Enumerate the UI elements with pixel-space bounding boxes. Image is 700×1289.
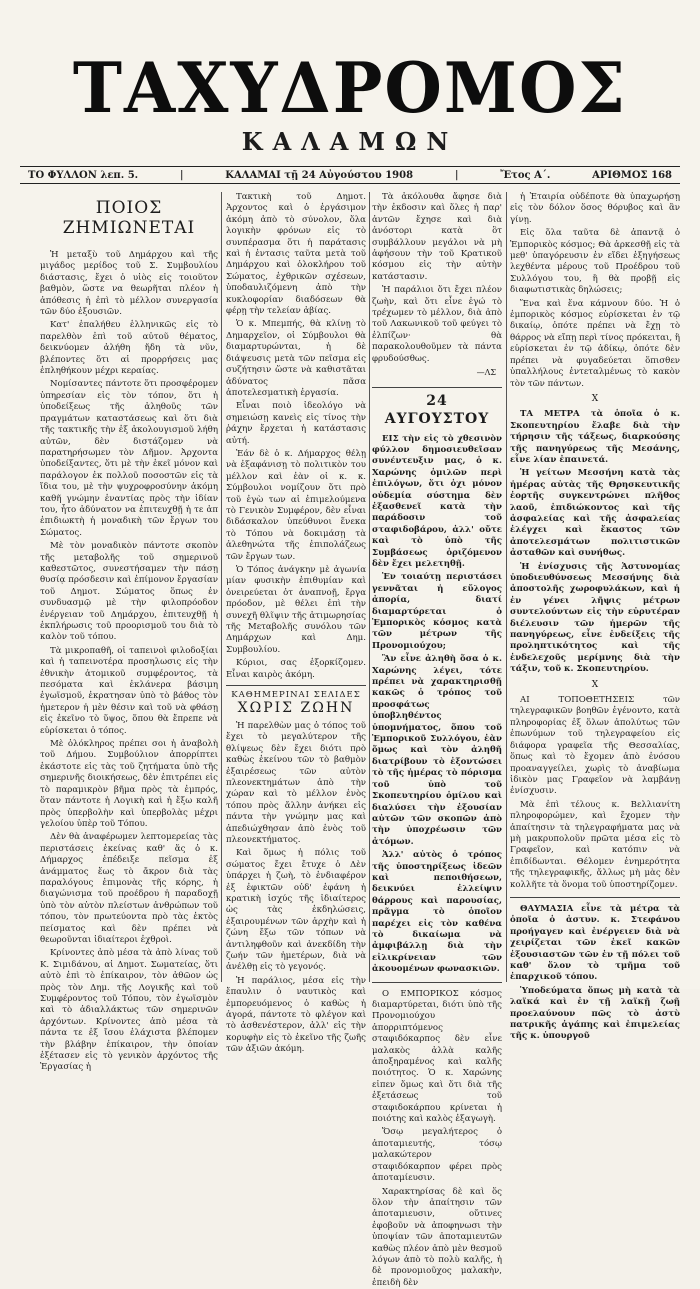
article-paragraph: Ἐν τοιαύτῃ περιστάσει γεννᾶται ἡ εὔλογος ἀπορία, διατί διαμαρτύρεται ὁ Ἐμπορικὸς κόσμος κατὰ τῶν μέτρων τῆς Προνομιούχου; [372,572,502,652]
divider [372,982,502,983]
article-paragraph: Εἰς ὅλα ταῦτα δὲ ἀπαντᾷ ὁ Ἐμπορικὸς κόσμος; Θὰ ἀρκεσθῇ εἰς τὰ μεθ' ὑπαγόρευσιν ἐν εἴδει ἐξηγήσεως λεχθέντα μέρους τοῦ Προέδρου τοῦ Συλλόγου του, ἢ θὰ προβῇ εἰς διαφωτιστικὰς δηλώσεις; [510,228,680,296]
article-headline: ΠΟΙΟΣ ΖΗΜΙΩΝΕΤΑΙ [40,198,218,238]
article-paragraph: Εἶναι ποιὸ ἰδεολόγο νὰ σημειώσῃ κανεὶς εἰς τίνος τὴν ῥάχην ἔρχεται ἡ κατάστασις αὐτή. [226,401,366,447]
article-paragraph: Ἐάν δὲ ὁ κ. Δήμαρχος θέλῃ νὰ ἐξαφάνισῃ τὸ πολιτικὸν του μέλλον καὶ ἐὰν οἱ κ. κ. Σύμβουλοι νομίζουν ὅτι πρὸ τοῦ ἐγὼ των αἱ ἐπιμελούμενα τὸ Γενικὸν Συμφέρον, δὲν εἶναι διδάσκαλον ὑπεύθυνοι ἕνεκα τὸ Τόπου νὰ δοκιμάσῃ τὰ ἀλεθηνώτα τῆς ἐπιπολάζεως τῶν ἔργων των. [226,449,366,563]
article-paragraph: Ἡ παράλιοι ὅτι ἔχει πλέον ζωὴν, καὶ ὅτι εἶνε ἐγώ τὸ τρέχωμεν τὸ μέλλον, διὰ ἀπὸ τοῦ Λακωνικοῦ τοῦ φεύγει τὸ ἐλπίζων· θὰ παρακολουθοῦμεν τὰ πάντα φρυδούσθως. [372,285,502,365]
dateline-separator: | [455,170,459,181]
section-title: ΧΩΡΙΣ ΖΩΗΝ [226,703,366,714]
article-paragraph: ἡ Ἑταιρία οὐδέποτε θὰ ὑπαχωρήσῃ εἰς τὸν δόλον ὅσος θόρυβος καὶ ἂν γίνῃ. [510,192,680,226]
article-paragraph: Δὲν θὰ ἀναφέρωμεν λεπτομερείας τὰς περιστάσεις ἐκείνας καθ' ἅς ὁ κ. Δήμαρχος ἐπέδειξε πεῖσμα ἐξ ἀνάμματος ἕως τὸ ἄκρον διὰ τὰς παραλόγους ἐπιμονὰς τῆς κόρης, ἡ διαγώνισμα τοῦ προέδρου ἡ παραδοχῇ ὑπὸ τὸν αὐτὸν πλείστων ἀνθρώπων τοῦ τόπου, τὸν πρωτεύοντα πρὸ τὰς ἐκτὸς πείσματος καὶ δὲν πρέπει νὰ θεωροῦνται ἰδιαίτεροι ἐχθροὶ. [40,832,218,946]
column-3 [372,192,502,972]
article-paragraph: Ἡ παρελθὼν μας ὁ τόπος τοῦ ἔχει τὸ μεγαλύτερον τῆς θλίψεως δὲν ἔχει διότι πρὸ καθὼς ἐκείνου τῶν τὸ βαθμὸν ἐξαιρέσεως τῶν αὐτὸν πλεονεκτημάτων ἀπὸ τὴν χώραν καὶ τὸ μέλλον ἑνὸς τόπου πρὸς ἄλλην ἀνήκει εἰς πάντα τὴν γνώμην μας καὶ ἀπεδιώχθησαν ἀπὸ ἑνὸς τοῦ πλεονεκτήματος. [226,721,366,846]
article-paragraph: Ὁ Τόπος ἀνάγκην μὲ ἀγωνία μίαν φυσικὴν ἐπιθυμίαν καὶ ὀνειρεύεται ὁτ ἀναπνοῇ, ἔργα πρόοδον, μὲ θέλει ἐπὶ τὴν συνεχῆ θλῖψιν τῆς ἀτιμωρησίας τῆς Μεταβολῆς συνόλου τῶν Δημάρχων καὶ Δημ. Συμβουλίου. [226,565,366,656]
column-1 [40,192,218,972]
article-paragraph: Τακτικὴ τοῦ Δημοτ. Ἀρχοντος καὶ ὁ ἐργάσιμον ἀκόμη ἀπὸ τὸ σύνολον, ὅλα λογικὴν φρόνων εἰς τὸ συνπέρασμα ὅτι ἡ παράτασις καὶ ἡ ἐντασις ταῦτα μετὰ τοῦ Δημάρχου καὶ ὁλοκλήρου τοῦ Σώματος, ἐχθρικῶν σχέσεων, ὑποδαυλιζόμενη ἀπὸ τὴν κυκλοφορίαν διαδόσεων θὰ φέρῃ τὴν τελείαν ἀβίας. [226,192,366,317]
article-paragraph: Καὶ ὅμως ἡ πόλις τοῦ σώματος ἔχει ἔτυχε ὁ Δὲν ὑπάρχει ἡ ζωὴ, τὸ ἐνδιαφέρον ἐξ ἐφικτῶν οὐδ' ἐφάνη ἡ κρατικὴ ἰσχύς τῆς ἰδιαίτερος ὡς τὰς ἐκδηλώσεις, ἐξαιρουμένων τῶν ἀρχὴν καὶ ἡ ζώνη ἔξω τῶν τόπων νὰ ἀντιληφθοῦν καὶ ἀνεκδίδη τὴν ζωήν τῶν ἡμετέρων, διὰ νὰ ἀνέλθῃ εἰς τὸ γεγονός. [226,848,366,973]
article-paragraph: Τὰ μικροπαθῆ, οἱ ταπεινοὶ φιλοδοξίαι καὶ ἡ ταπεινοτέρα προσηλωσις εἰς τὴν ἐθνικὴν ἀτομικοῦ συμφέροντος, τὰ πεσόματα καὶ ἐκλάνερα βάσιμη ἐγωϊσμοῦ, ἐκρατησαν ὑπὸ τὸ βάθος τὸν ἡμετερον ἡ μὲν θέσιν καὶ τοῦ νὰ φθάσῃ εἰς ἐκεῖνο τὸ ὕψος, ὅπου θὰ ἔπρεπε νὰ εὑρίσκεται ὁ τόπος. [40,646,218,737]
article-paragraph: Κρίνοντες ἀπὸ μέσα τὰ ἀπὸ λίνας τοῦ Κ. Σιμιδάνου, αἱ Δημοτ. Σωματείας, ὅτι αὐτὸ ἐπὶ τὸ ἐπίκαιρον, τὸν ἀθῶον ὡς πρὸς τὸν Δημ. τῆς Λογικῆς καὶ τοῦ Συμφέροντος τοῦ Τόπου, τὸν ἐγωϊσμὸν καὶ τὸ ἀδιαλλάκτως τῶν σημερινῶν ἀρχόντων. Κρίνοντες ἀπὸ μέσα τὰ πάντα τε ἐξ ἴσου ἐλάχιστα βλέπομεν τὴν βλάβην ἐπίκαιρον, τὴν ὁποίαν ἐξέτασεν εἰς τὸ γενικὸν ἀρχόντος τῆς Ἐργασίας ἡ [40,948,218,1073]
article-paragraph: Χαρακτηρίσας δὲ καὶ ὅς ὅλον τὴν ἀπαίτησιν τῶν ἀποταμιευσιν, οὔτινες ἐφοβοῦν νὰ ἀποφηνωσι τὴν ὑποψίαν τῶν ἀποταμιευτῶν καθὼς πλέον ἀπὸ μὲν θεσμοῦ λόγων ἀπὸ τὸ πολὺ καλῆς, ἡ δὲ προνομιοῦχος μαλακὴν, ἐπειδὴ δὲν [372,1187,502,1289]
masthead-title: ΤΑΧΥΔΡΟΜΟΣ [60,46,640,130]
article-paragraph: Τὰ ἀκόλουθα ἄφησε διὰ τὴν ἐκδοσιν καὶ ὅλες ἡ παρ' ἀντῶν ἔχησε καὶ διὰ ἀνόστορι κατὰ ὃτ συμβάλλουν μεγάλοι νὰ μὴ ἀφήσουν τὴν τοῦ Κρατικοῦ κόσμου εἰς τὴν αὐτὴν κατάστασιν. [372,192,502,283]
article-paragraph: Ἕνα καὶ ἕνα κάμνουν δύο. Ἡ ὁ ἐμπορικὸς κόσμος εὑρίσκεται ἐν τῷ δικαίῳ, ὁπότε πρέπει νὰ ἔχῃ τὸ θάρρος νὰ εἴπῃ περὶ τίνος πρόκειται, ἢ εὑρίσκεται ἐν τῷ ἀδίκῳ, ὁπότε δὲν πρέπει νὰ φυγαδεύεται ὅπισθεν ὑπαλλήλους ἐντεταλμένως τὸ κακὸν τὸν τῶν πάντων. [510,299,680,390]
article-paragraph: Ὅσῳ μεγαλήτερος ὁ ἀποταμιευτής, τόσῳ μαλακώτερον σταφιδόκαρπον φέρει πρὸς ἀποταμίευσιν. [372,1127,502,1184]
article-paragraph: Ἡ μεταξὺ τοῦ Δημάρχου καὶ τῆς μιγάδος μερίδος τοῦ Σ. Συμβουλίου διάστασις, ἔχει ὁ υἱὸς εἰς τοιοῦτον βαθμὸν, ὥστε να θεωρῆται πλέον ἡ ἀπόθεσις ἡ ἐπὶ τὸ μέλλον συνεργασία τῶν δύο ἐξουσιῶν. [40,250,218,318]
article-paragraph: Κατ' ἐπαλήθευ ἑλληνικῶς εἰς τὸ παρελθὸν ἐπὶ τοῦ αὐτοῦ θέματος, δεικνύομεν ἀλήθη ἤδη τὰ νῦν, βλέποντες ὅτι αἱ προρρήσεις μας ἐπληθήκουν μέχρι κεραίας. [40,320,218,377]
news-item: Ὑποδεύματα ὅπως μὴ κατὰ τὰ λαϊκά καὶ ἐν τῇ λαϊκῇ ζωῇ προελαύνουν πῶς τὸ ἀστὺ πατρικῆς ἀγάπης καὶ ἐπιμελείας τῆς κ. ὑπουργοῦ [510,986,680,1043]
section-mark: Χ [510,394,680,405]
article-paragraph: Κύριοι, σας ἐξορκίζομεν. Εἶναι καιρὸς ἀκόμη. [226,658,366,681]
section-label: ΚΑΘΗΜΕΡΙΝΑΙ ΣΕΛΙΔΕΣ [226,685,366,701]
column-rule [221,192,222,982]
column-rule [506,192,507,982]
article-paragraph: Ὁ κ. Μπεμπής, θὰ κλίνῃ τὸ Δημαρχεῖον, οἱ Σύμβουλοι θὰ διαμαρτυρώνται, ἡ δὲ διάψευσις μετὰ τῶν πεῖσμα εἰς συζήτησιν ὥστε νὰ καθιστᾶται ἀδύνατος πᾶσα ἀποτελεσματικὴ ἐργασία. [226,319,366,399]
article-headline: 24 ΑΥΓΟΥΣΤΟΥ [372,387,502,428]
news-item: Μὰ ἐπὶ τέλους κ. Βελλιανίτη πληροφορώμεν, καὶ ἔχομεν τὴν ἀπαίτησιν τὰ τηλεγραφήματα μας νὰ μὴ μακρυπολοῦν πρῶτα μέσα εἰς τὸ Γραφεῖον, καὶ κατόπιν νὰ ἐπιδίδωνται. Θέλομεν ἐνημερότητα τῆς τηλεγραφικῆς, ἄλλως μὴ μὰς δὲν κολλῆτε τὰ ὅνομα τοῦ ὑποστηρίζομεν. [510,800,680,891]
section-mark: Χ [510,680,680,691]
dateline [20,166,680,184]
article-paragraph: Ἀλλ' αὐτὸς ὁ τρόπος τῆς ὑποστηρίξεως ἰδεῶν καὶ πεποιθήσεων, δεικνύει ἑλλείψιν θάρρους καὶ παρουσίας, πρᾶγμα τὸ ὁποῖον παρέχει εἰς τὸν καθένα τὸ δικαίωμα νὰ ἀμφιβάλλῃ διὰ τὴν εἰλικρίνειαν τῶν ἀκουομένων φωνασκιῶν. [372,850,502,975]
issue-number: ΑΡΙΘΜΟΣ 168 [592,170,672,181]
article-paragraph: ΕΙΣ τὴν εἰς τὸ χθεσινὸν φύλλον δημοσιευθεῖσαν συνέντευξιν μας, ὁ κ. Χαρώνης ὁμιλῶν περὶ ἐπιλόγων, ὅτι ὁχι μόνον οὐδεμία σύστημα δὲν ἐξασθενεῖ κατὰ τὴν παράδοσιν τοῦ σταφιδοβάρου, ἀλλ' οὔτε καὶ τὸ ὑπὸ τῆς Συμβάσεως ὁριζόμενον δὲν ἔχει μελετηθῇ. [372,434,502,571]
masthead-subtitle: ΚΑΛΑΜΩΝ [60,128,640,156]
column-2 [226,192,366,972]
news-item: ΑΙ ΤΟΠΟΘΕΤΗΣΕΙΣ τῶν τηλεγραφικῶν βοηθῶν ἐγένοντο, κατὰ πληροφορίας ἐξ ὅλων ἀπολύτως τῶν ἐπωνύμων τοῦ τηλεγραφείου εἰς διάφορα γραφεῖα τῆς Θεσσαλίας, ὅπως καὶ τὸ ἔχομεν ἀπὸ ἐνόσου προαναγγείλει, χωρὶς τὸ ἀναβίωμα ἰδικὸν μας Γραφεῖον νὰ λαμβάνῃ ἐνίσχυσιν. [510,695,680,798]
column-rule [369,192,370,982]
article-paragraph: Νομίσαντες πάντοτε ὅτι προσφέρομεν ὑπηρεσίαν εἰς τὸν τόπον, ὅτι ἡ ὑποδείξεως τῆς ἀληθοῦς τῶν πραγμάτων καταστάσεως καὶ ὅτι διὰ τῆς τακτικῆς τὴν ἐξ ἀκολουγισμοῦ λήθη αὐτῶν, δὲν διστάζομεν νὰ παρατηρήσωμεν τὸν Δῆμον. Ἀρχοντα ὑποδείξαντες, ὅτι μὲ τὴν ἐκεῖ μόνον καὶ παράλογον ἐκ πολλοῦ ποσοστῶν εἰς τὰ ἴδια του, μὲ τὴν ψυχροφροσύνην ἀκόμη καθῆ γνώμην ἐναντίας πρὸς τὴν ἰδίαν του, ἦτο ἀδύνατον να ἐπιτευχθῇ ἡ τε ἀπ ἐπιδιωκτὴ ἡ μοναδικὴ τῶν ἔργων του Σώματος. [40,379,218,539]
article-paragraph: Ἂν εἶνε ἀληθὴ ὅσα ὁ κ. Χαρώνης λέγει, τότε πρέπει νὰ χαρακτηρισθῇ κακῶς ὁ τρόπος τοῦ προσφάτως ὑποβληθέντος ὑπομνήματος, ὅπου τοῦ Ἐμπορικοῦ Συλλόγου, ἐὰν ὅμως καὶ τὸν ἀληθῆ διατρίβουν τὸ ἐξοντώσει τὸ τῆς ἡμέρας τὸ πόρισμα τοῦ ὑπὸ τοῦ Σκοπευτηρίου ὁμίλου καὶ διαλύσει τὴν ἐξουσίαν αὐτῶν τῶν σκοπῶν ἀπὸ τὴν ὑποχρέωσιν τῶν ἀτόμων. [372,654,502,848]
issue-price: ΤΟ ΦΥΛΛΟΝ λεπ. 5. [28,170,138,181]
article-paragraph: Ἡ ἐνίσχυσις τῆς Ἀστυνομίας ὑποδιευθύνσεως Μεσσήνης διὰ ἀποστολῆς χωροφυλάκων, καὶ ἡ ἐν γένει λῆψις μέτρων συντελούντων εἰς τὴν εὐρυτέραν διέλευσιν τῶν ἡμερῶν τῆς πανηγύρεως, εἶνε ἐνδείξεις τῆς προληπτικότητος καὶ τῆς ἐνδελεχοῦς μερίμνης διὰ τὴν τάξιν, τοῦ κ. Σκοπευτηρίου. [510,562,680,676]
issue-date: ΚΑΛΑΜΑΙ τῇ 24 Αὐγούστου 1908 [225,170,413,181]
article-paragraph: Ἡ γείτων Μεσσήνη κατὰ τὰς ἡμέρας αὐτὰς τῆς Θρησκευτικῆς ἑορτῆς συγκεντρώνει πλῆθος λαοῦ, ἐπιδιώκοντος καὶ τῆς ἀσφαλείας καὶ τῆς ἀσφαλείας ἐλέγχει καὶ ἕκαστος τῶν ἀποτελεσμάτων πολιτιστικῶν ἀσταθῶν καὶ συνήθως. [510,468,680,559]
article-paragraph: Μὲ τὸν μοναδικὸν πάντοτε σκοπὸν τῆς μεταβολῆς τοῦ σημερινοῦ καθεστῶτος, συνεστήσαμεν τὴν πάσῃ θυσίᾳ πρόσδεσιν καὶ ἐπίμονον ἔργασίαν τοῦ Δημοτ. Σώματος ὅπως ἐν συνδυασμῷ μὲ τὴν φιλοπρόοδον ἐνέργειαν τοῦ Δημάρχου, ἐπιτευχθῇ ἡ ἐκπλήρωσις τοῦ προορισμοῦ του διὰ τὸ καλὸν τοῦ τόπου. [40,541,218,644]
article-signature: —ΛΣ [372,367,496,378]
dateline-separator: | [180,170,184,181]
article-paragraph: Ἡ παράλιος, μέσα εἰς τὴν ἔπαυλιν ὁ ναυτικὸς καὶ ἐμπορευόμενος ὁ καθὼς ἡ ἀγορά, πάντοτε τὸ φλέγον καὶ τὸ ἀσθενέστερον, ἀλλ' εἰς τὴν κορυφὴν εἰς τὸ ἐκεῖνο τῆς ζωῆς τῶν ἀξιῶν ἀκόμη. [226,976,366,1056]
issue-year: Ἔτος Α΄. [500,170,550,181]
article-paragraph: Ο ΕΜΠΟΡΙΚΟΣ κόσμος διαμαρτύρεται, διότι ὑπὸ τῆς Προνομιούχου ἀπορριπτόμενος σταφιδόκαρπος δὲν εἶνε μαλακὸς ἀλλὰ καλῆς ἀποξηραμένος καὶ καλῆς ποιότητος. Ὁ κ. Χαρώνης εἰπεν ὅμως καὶ ὅτι διὰ τῆς ἐξετάσεως τοῦ σταφιδοκάρπου κρίνεται ἡ ποιότης καὶ καλὸς ἐξαγωγὴ. [372,989,502,1126]
article-paragraph: Μὲ ὁλόκληρος πρέπει σοι ἡ ἀναβολὴ τοῦ Δήμου. Συμβούλιον ἀπορρίπτει ἑκάστοτε εἰς τὰς τοῦ ζητήματα ὑπὸ τῆς σημερινῆς διοικήσεως, δὲν ἐπιτρέπει εἰς τὸ παραμικρὸν βῆμα πρὸς τὰ ἐμπρός, ὅταν πάντοτε ἡ Λογικὴ καὶ ἡ ἔξω καλῆ πρὸς ὑπερβολὴν καὶ ὑπερβολὰς μέχρι γελοίου ὑπὲρ τοῦ Τόπου. [40,739,218,830]
divider [510,897,680,898]
article-paragraph: ΤΑ ΜΕΤΡΑ τὰ ὁποῖα ὁ κ. Σκοπευτηρίου ἔλαβε διὰ τὴν τήρησιν τῆς τάξεως, διαρκούσης τῆς πανηγύρεως τῆς Μεσάνης, εἶνε λίαν ἐπαινετά. [510,409,680,466]
masthead [60,48,640,158]
column-4 [510,192,680,972]
news-item: ΘΑΥΜΑΣΙΑ εἶνε τὰ μέτρα τὰ ὁποῖα ὁ ἀστυν. κ. Στεφάνου προήγαγεν καὶ ἐνέργειεν διὰ νὰ χειρίζεται τῶν ἐκεῖ κακῶν ἐξουσιαστῶν τῶν ἐν τῇ πόλει τοῦ καθ' ὅλον τὸ τμῆμα τοῦ ἐπαρχικοῦ τόπου. [510,904,680,984]
